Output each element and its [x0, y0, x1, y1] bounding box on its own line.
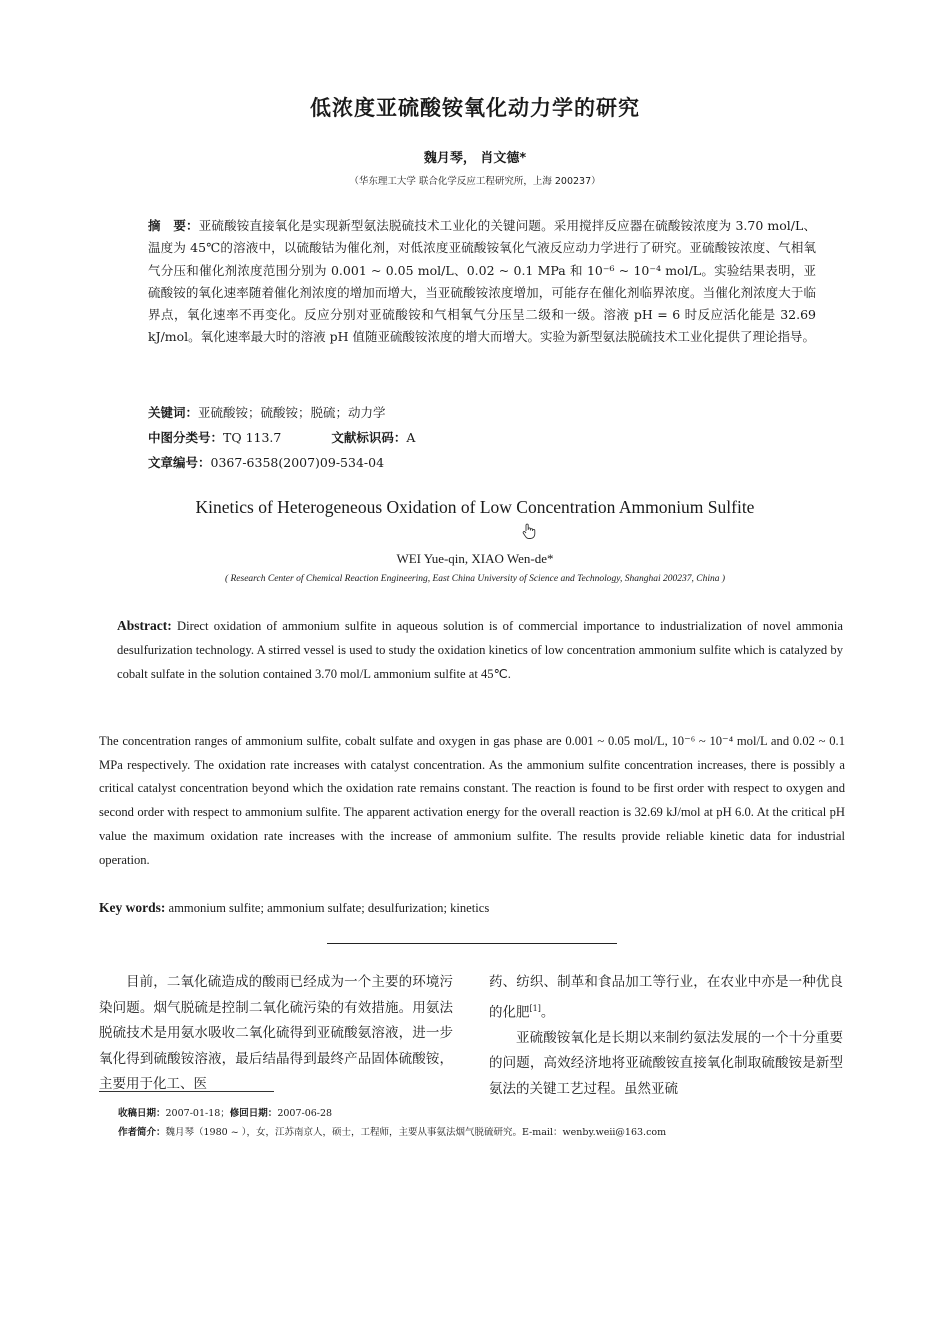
- revised-label: 修回日期：: [229, 1108, 278, 1119]
- english-affiliation: ( Research Center of Chemical Reaction Engineering, East China University of Science and Technology, Shanghai 200237, China ): [224, 574, 726, 584]
- received-label: 收稿日期：: [118, 1108, 166, 1119]
- english-abstract-part1: [117, 614, 843, 686]
- chinese-keywords: [148, 403, 386, 421]
- article-no-value: 0367-6358(2007)09-534-04: [210, 455, 385, 470]
- keywords-value: 亚硫酸铵；硫酸铵；脱硫；动力学: [198, 405, 386, 420]
- chinese-affiliation: （华东理工大学 联合化学反应工程研究所，上海 200237）: [349, 176, 601, 187]
- classification-line: [148, 428, 415, 446]
- english-keywords-label: Key words:: [99, 900, 166, 915]
- clc-value: TQ 113.7: [223, 430, 282, 445]
- reference-marker: [1]: [529, 1003, 541, 1013]
- author-value: 魏月琴（1980 ~ ），女，江苏南京人，硕士，工程师，主要从事氨法烟气脱硫研究。E-mail：wenby.weii@163.com: [165, 1127, 667, 1138]
- revised-value: 2007-06-28: [277, 1108, 333, 1119]
- received-value: 2007-01-18；: [165, 1108, 230, 1119]
- body-right-column: [489, 970, 843, 1102]
- footnote-author: [118, 1124, 666, 1138]
- footnote-dates: [118, 1105, 332, 1119]
- chinese-abstract-text: 亚硫酸铵直接氧化是实现新型氨法脱硫技术工业化的关键问题。采用搅拌反应器在硫酸铵浓度为 3.70 mol/L、温度为 45℃的溶液中，以硫酸钴为催化剂，对低浓度亚硫酸铵氧化气液反应动力学进行了研究。亚硫酸铵浓度、气相氧气分压和催化剂浓度范围分别为 0.001 ~ 0.05 mol/L、0.02 ~ 0.1 MPa 和 10⁻⁶ ~ 10⁻⁴ mol/L。实验结果表明，亚硫酸铵的氧化速率随着催化剂浓度的增加而增大，当亚硫酸铵浓度增加，可能存在催化剂临界浓度。当催化剂浓度大于临界点，氧化速率不再变化。反应分别对亚硫酸铵和气相氧气分压呈二级和一级。溶液 pH = 6 时反应活化能是 32.69 kJ/mol。氧化速率最大时的溶液 pH 值随亚硫酸铵浓度的增大而增大。实验为新型氨法脱硫技术工业化提供了理论指导。: [148, 218, 816, 345]
- body-paragraph: 目前，二氧化硫造成的酸雨已经成为一个主要的环境污染问题。烟气脱硫是控制二氧化硫污染的有效措施。用氨法脱硫技术是用氨水吸收二氧化硫得到亚硫酸氨溶液，进一步氧化得到硫酸铵溶液，最后结晶得到最终产品固体硫酸铵，主要用于化工、医: [99, 974, 453, 1092]
- english-keywords-value: ammonium sulfite; ammonium sulfate; desulfurization; kinetics: [168, 901, 490, 915]
- article-number-line: [148, 453, 384, 471]
- hand-cursor-icon: [520, 522, 538, 540]
- keywords-label: 关键词：: [148, 405, 199, 420]
- english-abstract-text1: Direct oxidation of ammonium sulfite in aqueous solution is of commercial importance to industrialization of novel ammonia desulfurization technology. A stirred vessel is used to study the oxidation kinetics of low concentration ammonium sulfite which is catalyzed by cobalt sulfate in the solution contained 3.70 mol/L ammonium sulfite at 45℃.: [117, 619, 843, 681]
- chinese-abstract-label: 摘 要：: [148, 218, 199, 233]
- doc-code-value: A: [406, 430, 416, 445]
- english-authors: WEI Yue-qin, XIAO Wen-de*: [396, 551, 554, 566]
- body-left-column: [99, 970, 453, 1098]
- article-no-label: 文章编号：: [148, 455, 211, 470]
- chinese-abstract: [148, 215, 816, 349]
- english-keywords: [99, 900, 489, 916]
- body-paragraph: 亚硫酸铵氧化是长期以来制约氨法发展的一个十分重要的问题，高效经济地将亚硫酸铵直接氧化制取硫酸铵是新型氨法的关键工艺过程。虽然亚硫: [489, 1029, 843, 1097]
- body-paragraph: 药、纺织、制革和食品加工等行业，在农业中亦是一种优良的化肥[1]。: [489, 974, 843, 1020]
- english-abstract-part2: The concentration ranges of ammonium sulfite, cobalt sulfate and oxygen in gas phase are 0.001 ~ 0.05 mol/L, 10⁻⁶ ~ 10⁻⁴ mol/L and 0.02 ~ 0.1 MPa respectively. The oxidation rate increases with catalyst concentration. As the ammonium sulfite concentration increases, there is possibly a critical catalyst concentration beyond which the oxidation rate remains constant. The reaction is found to be first order with respect to oxygen and second order with respect to ammonium sulfite. The apparent activation energy for the overall reaction is 32.69 kJ/mol at pH 6.0. At the critical pH value the maximum oxidation rate increases with the increase of ammonium sulfite. The results provide reliable kinetic data for industrial operation.: [99, 734, 845, 867]
- author-label: 作者简介：: [118, 1127, 166, 1138]
- clc-label: 中图分类号：: [148, 430, 224, 445]
- footnote-rule: [99, 1091, 274, 1092]
- english-abstract-label: Abstract:: [117, 618, 172, 633]
- chinese-title: 低浓度亚硫酸铵氧化动力学的研究: [310, 96, 640, 120]
- english-title: Kinetics of Heterogeneous Oxidation of Low Concentration Ammonium Sulfite: [195, 497, 755, 517]
- doc-code-label: 文献标识码：: [331, 430, 407, 445]
- section-divider: [327, 943, 617, 944]
- chinese-authors: 魏月琴， 肖文德*: [423, 151, 527, 166]
